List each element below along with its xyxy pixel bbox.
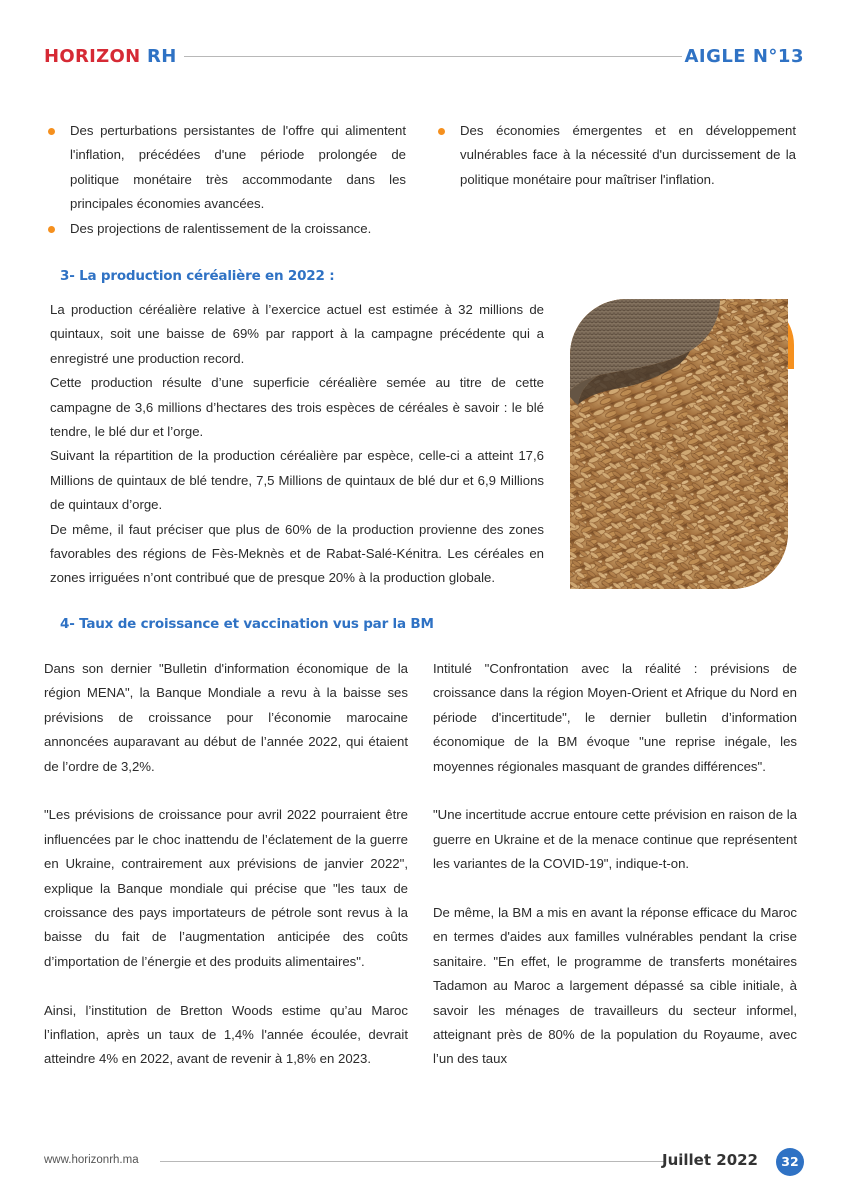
page-header [44,44,804,70]
paragraph: De même, il faut préciser que plus de 60% de la production provienne des zones favorables des régions de Fès-Meknès et de Rabat-Salé-Kénitra. Les céréales en zones irriguées n’ont contribué que de presque 20% à la production globale. [50,521,544,586]
bullet-dot-icon [48,128,55,135]
section-4-right-column [433,657,797,1072]
list-item-text: Des économies émergentes et en développement vulnérables face à la nécessité d'un durcissement de la politique monétaire pour maîtriser l'inflation. [460,123,796,187]
paragraph: Dans son dernier "Bulletin d'information économique de la région MENA", la Banque Mondiale a revu à la baisse ses prévisions de croissance pour l’économie marocaine annoncées auparavant au début de l’année 2022, qui étaient de l’ordre de 3,2%. [44,661,408,774]
brand-name-part2: RH [147,46,177,67]
issue-date: Juillet 2022 [662,1151,758,1169]
section-3-body [50,298,544,591]
bullet-dot-icon [48,226,55,233]
section-4-title: 4- Taux de croissance et vaccination vus par la BM [60,616,434,632]
list-item [44,119,406,217]
paragraph: "Une incertitude accrue entoure cette prévision en raison de la guerre en Ukraine et de la menace continue que représentent les variantes de la COVID-19", indique-t-on. [433,807,797,872]
list-item-text: Des perturbations persistantes de l'offre qui alimentent l'inflation, précédées d'une période prolongée de politique monétaire très accommodante dans les principales économies avancées. [70,123,406,212]
brand-name-part1: HORIZON [44,46,141,67]
list-item [44,217,406,241]
bullet-list-right [434,119,796,192]
paragraph: La production céréalière relative à l’exercice actuel est estimée à 32 millions de quintaux, soit une baisse de 69% par rapport à la campagne précédente qui a enregistré une production record. [50,302,544,366]
page-footer [44,1148,804,1176]
paragraph: De même, la BM a mis en avant la réponse efficace du Maroc en termes d'aides aux familles vulnérables pendant la crise sanitaire. "En effet, le programme de transferts monétaires Tadamon au Maroc a largement dépassé sa cible initiale, à savoir les ménages de travailleurs du secteur informel, atteignant près de 80% de la population du Royaume, avec l’un des taux [433,905,797,1067]
paragraph: Cette production résulte d’une superficie céréalière semée au titre de cette campagne de 3,6 millions d’hectares des trois espèces de céréales è savoir : le blé tendre, le blé dur et l’orge. [50,375,544,440]
paragraph: Intitulé "Confrontation avec la réalité : prévisions de croissance dans la région Moyen-Orient et Afrique du Nord en période d'incertitude", le dernier bulletin d’information économique de la BM évoque "une reprise inégale, les moyennes régionales masquant de grandes différences". [433,661,797,774]
header-divider [184,56,682,57]
issue-label: AIGLE N°13 [684,46,804,67]
grain-illustration [570,299,788,589]
website-link[interactable]: www.horizonrh.ma [44,1154,139,1166]
list-item-text: Des projections de ralentissement de la croissance. [70,220,372,236]
section-4-left-column [44,657,408,1072]
footer-divider [160,1161,664,1162]
paragraph: Suivant la répartition de la production céréalière par espèce, celle-ci a atteint 17,6 Millions de quintaux de blé tendre, 7,5 Millions de quintaux de blé dur et 6,9 Millions de quintaux d’orge. [50,448,544,513]
grain-sack-image [570,299,788,589]
list-item [434,119,796,192]
brand-logo [44,46,177,67]
bullet-list-left [44,119,406,241]
bullet-dot-icon [438,128,445,135]
section-3-title: 3- La production céréalière en 2022 : [60,268,335,284]
page-number-badge: 32 [776,1148,804,1176]
grain-photo-frame [570,299,794,589]
paragraph: "Les prévisions de croissance pour avril 2022 pourraient être influencées par le choc inattendu de l’éclatement de la guerre en Ukraine, contrairement aux prévisions de janvier 2022", explique la Banque mondiale qui précise que "les taux de croissance des pays importateurs de pétrole sont revus à la baisse du fait de l’augmentation anticipée des coûts d’importation de l’énergie et des produits alimentaires". [44,807,408,969]
paragraph: Ainsi, l’institution de Bretton Woods estime qu’au Maroc l’inflation, après un taux de 1,4% l'année écoulée, devrait atteindre 4% en 2022, avant de revenir à 1,8% en 2023. [44,1002,408,1067]
